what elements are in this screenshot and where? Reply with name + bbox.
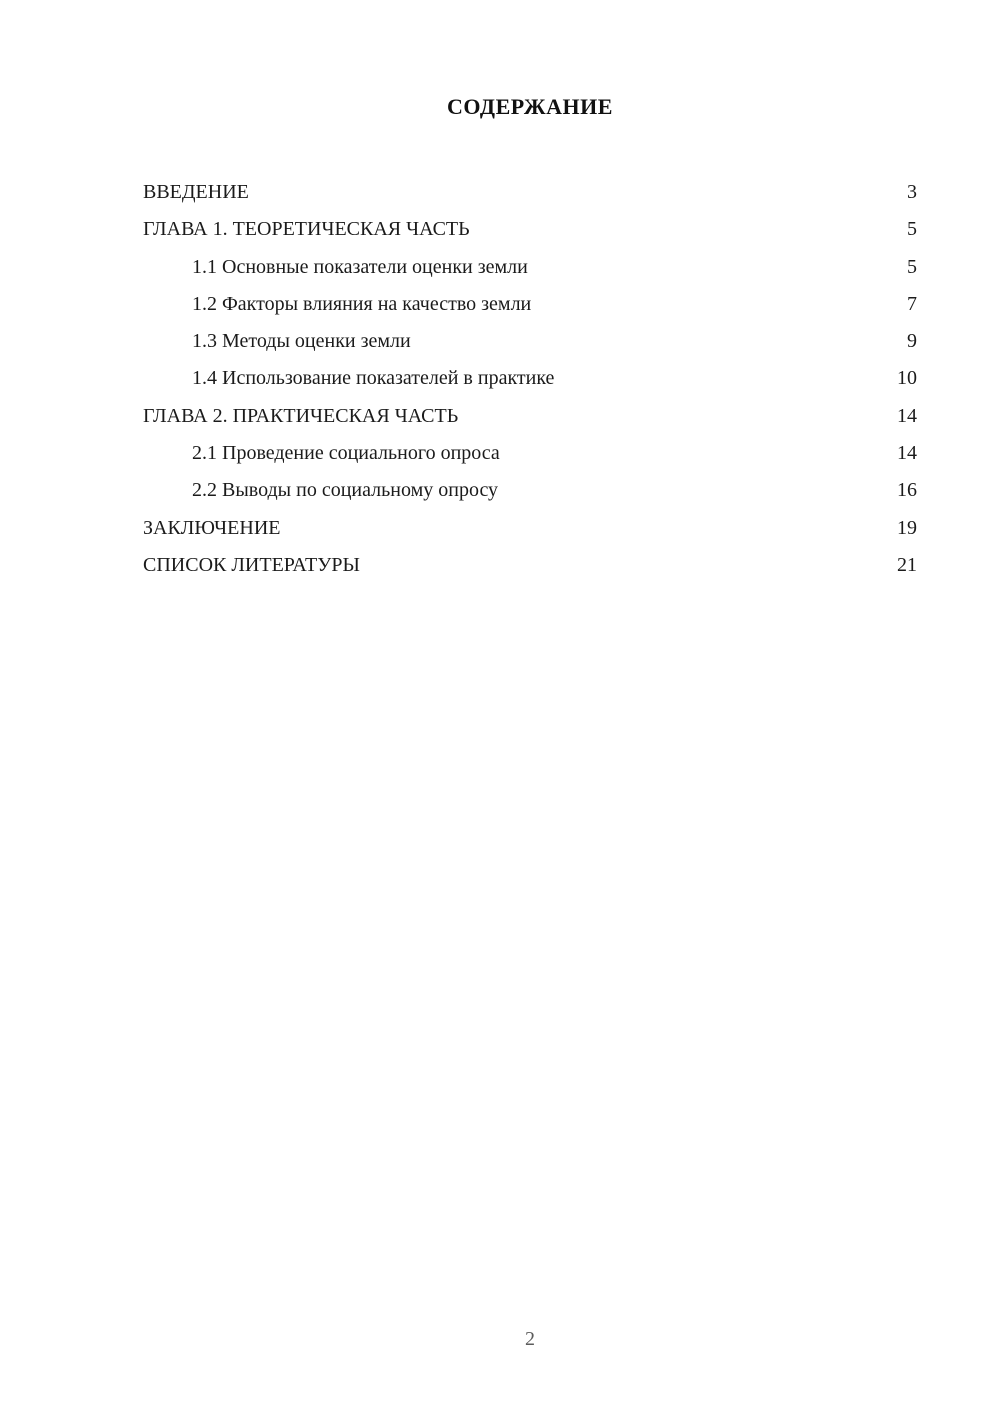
toc-entry-page-number: 9 — [907, 330, 917, 353]
toc-entry — [143, 510, 917, 547]
toc-entry-label: ГЛАВА 2. ПРАКТИЧЕСКАЯ ЧАСТЬ — [143, 404, 459, 427]
toc-entry-label: 1.1 Основные показатели оценки земли — [192, 255, 528, 278]
toc-entry — [143, 286, 917, 323]
toc-entry-page-number: 5 — [907, 218, 917, 241]
toc-entry — [143, 435, 917, 472]
toc-entry-page-number: 19 — [897, 516, 917, 539]
toc-entry-page-number: 5 — [907, 255, 917, 278]
toc-entry-page-number: 14 — [897, 442, 917, 465]
toc-entry — [143, 249, 917, 286]
toc-entry-page-number: 7 — [907, 292, 917, 315]
toc-entry-label: ВВЕДЕНИЕ — [143, 181, 249, 203]
toc-entry-page-number: 16 — [897, 479, 917, 502]
toc-entry-label: ЗАКЛЮЧЕНИЕ — [143, 516, 281, 539]
page-title: СОДЕРЖАНИЕ — [447, 94, 613, 119]
toc-entry-page-number: 3 — [907, 181, 917, 203]
toc-entry-label: 1.3 Методы оценки земли — [192, 330, 411, 353]
toc-entry — [143, 323, 917, 360]
toc-entry-label: 2.1 Проведение социального опроса — [192, 442, 500, 465]
toc-entry-label: ГЛАВА 1. ТЕОРЕТИЧЕСКАЯ ЧАСТЬ — [143, 218, 470, 241]
toc-entry-label: СПИСОК ЛИТЕРАТУРЫ — [143, 553, 360, 576]
toc-entry-label: 1.2 Факторы влияния на качество земли — [192, 292, 532, 315]
toc-entry — [143, 547, 917, 584]
toc-entry — [143, 472, 917, 509]
toc-entry — [143, 211, 917, 248]
toc-entry-page-number: 10 — [897, 367, 917, 390]
document-page — [143, 0, 917, 584]
footer-page-number: 2 — [525, 1328, 535, 1350]
toc-entry — [143, 360, 917, 397]
toc-entry-page-number: 14 — [897, 404, 917, 427]
table-of-contents — [143, 174, 917, 584]
toc-entry-page-number: 21 — [897, 553, 917, 576]
toc-entry-label: 2.2 Выводы по социальному опросу — [192, 479, 499, 502]
toc-entry-label: 1.4 Использование показателей в практике — [192, 367, 555, 390]
toc-entry — [143, 398, 917, 435]
toc-entry — [143, 174, 917, 211]
